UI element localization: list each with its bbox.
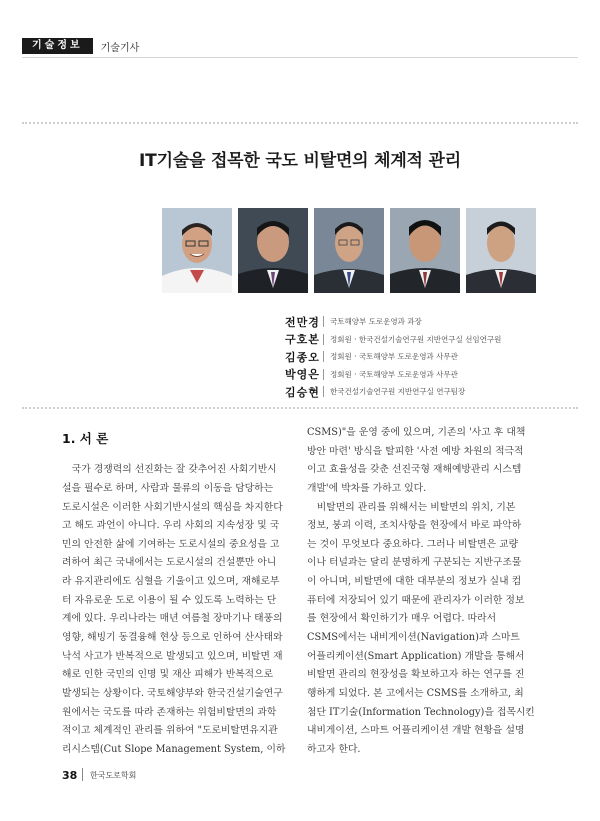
author-photo-3: [314, 208, 384, 293]
author-row: [285, 383, 501, 401]
body-text-line: 터 자유로운 도로 이용이 될 수 있도록 노력하는 단: [62, 594, 277, 606]
body-text-line: 도로시설은 이러한 사회기반시설의 핵심을 차지한다: [62, 501, 283, 513]
body-text-line: [62, 443, 298, 462]
body-text-line: 퓨터에 저장되어 있기 때문에 관리자가 이러한 정보: [307, 594, 525, 606]
author-separator: [323, 351, 324, 362]
body-text-line: 영향, 해빙기 동결융해 현상 등으로 인하여 산사태와: [62, 632, 283, 644]
body-text-line: 이나 터널과는 달리 분명하게 구분되는 지반구조물: [307, 557, 522, 569]
author-name: 김종오: [285, 350, 320, 364]
body-text-line: 첨단 IT기술(Information Technology)을 접목시킨: [307, 706, 535, 718]
section-header: [22, 38, 139, 54]
section-label: 기술정보: [22, 38, 93, 54]
header-rule: [22, 57, 578, 58]
body-text-line: 방안 마련' 방식을 탈피한 '사전 예방 차원의 적극적: [307, 445, 524, 457]
author-photo-5: [466, 208, 536, 293]
author-row: [285, 313, 501, 331]
body-text-line: 국가 경쟁력의 선진화는 잘 갖추어진 사회기반시: [62, 464, 277, 476]
body-text-line: [62, 424, 298, 443]
author-photo-2: [238, 208, 308, 293]
dotted-divider-bottom: [22, 407, 578, 409]
author-affiliation: 정회원 · 국토해양부 도로운영과 사무관: [330, 352, 458, 362]
body-text-line: 행하게 되었다. 본 고에서는 CSMS를 소개하고, 최: [307, 687, 524, 699]
author-separator: [323, 386, 324, 397]
author-photo-4: [390, 208, 460, 293]
body-text-line: 하고자 한다.: [307, 743, 361, 755]
body-text-line: 개발'에 박차를 가하고 있다.: [307, 482, 427, 494]
journal-name: 한국도로학회: [90, 771, 137, 780]
author-separator: [323, 369, 324, 380]
body-text-line: 를 현장에서 확인하기가 매우 어렵다. 따라서: [307, 613, 497, 625]
author-row: [285, 366, 501, 384]
body-text-line: 낙석 사고가 반복적으로 발생되고 있으며, 비탈면 재: [62, 650, 283, 662]
body-text-line: 이고 효율성을 갖춘 선진국형 재해예방관리 시스템: [307, 464, 522, 476]
footer-separator: [82, 768, 83, 781]
body-text-line: 설을 필수로 하며, 사람과 물류의 이동을 담당하는: [62, 482, 274, 494]
body-text-line: 계에 있다. 우리나라는 매년 여름철 장마기나 태풍의: [62, 613, 283, 625]
body-text-line: CSMS)"을 운영 중에 있으며, 기존의 '사고 후 대책: [307, 427, 526, 438]
author-name: 전만경: [285, 315, 320, 329]
body-text-line: 발생되는 상황이다. 국토해양부와 한국건설기술연구: [62, 687, 283, 699]
body-column-right: [307, 424, 545, 760]
body-text-line: 라 유지관리에도 심혈을 기울이고 있으며, 재해로부: [62, 576, 280, 588]
author-name: 박영은: [285, 368, 320, 382]
body-text-line: 어플리케이션(Smart Application) 개발을 통해서: [307, 650, 525, 662]
body-text-line: 비탈면의 관리를 위해서는 비탈면의 위치, 기본: [307, 501, 516, 513]
body-text-line: 적이고 체계적인 관리를 위하여 "도로비탈면유지관: [62, 725, 278, 737]
body-text-line: 려하여 최근 국내에서는 도로시설의 건설뿐만 아니: [62, 557, 277, 569]
author-row: [285, 348, 501, 366]
body-text-line: 이 아니며, 비탈면에 대한 대부분의 정보가 실내 컴: [307, 576, 522, 588]
body-text-line: 내비게이션, 스마트 어플리케이션 개발 현황을 설명: [307, 725, 525, 737]
body-text-line: 해로 인한 국민의 인명 및 재산 피해가 반복적으로: [62, 669, 274, 681]
body-text-line: 민의 안전한 삶에 기여하는 도로시설의 중요성을 고: [62, 538, 280, 550]
body-text-line: 는 것이 무엇보다 중요하다. 그러나 비탈면은 교량: [307, 538, 519, 550]
author-separator: [323, 334, 324, 345]
author-name: 김승현: [285, 385, 320, 399]
author-affiliation: 정회원 · 한국건설기술연구원 지반연구실 선임연구원: [330, 334, 502, 344]
section-heading: 1. 서 론: [62, 431, 109, 446]
body-text-line: 고 해도 과언이 아니다. 우리 사회의 지속성장 및 국: [62, 520, 280, 532]
author-separator: [323, 316, 324, 327]
body-column-left: [62, 424, 298, 760]
author-affiliation: 국토해양부 도로운영과 과장: [330, 317, 422, 327]
body-text-line: 비탈면 관리의 현장성을 확보하고자 하는 연구를 진: [307, 669, 525, 681]
article-title: IT기술을 접목한 국도 비탈면의 체계적 관리: [139, 151, 461, 171]
body-text-line: CSMS에서는 내비게이션(Navigation)과 스마트: [307, 632, 520, 644]
author-affiliation: 한국건설기술연구원 지반연구실 연구팀장: [330, 387, 466, 397]
author-name: 구호본: [285, 333, 320, 347]
body-text-line: 원에서는 국도를 따라 존재하는 위험비탈면의 과학: [62, 706, 277, 718]
author-list: [285, 313, 501, 401]
body-text-line: 정보, 붕괴 이력, 조치사항을 현장에서 바로 파악하: [307, 520, 522, 532]
author-photo-1: [162, 208, 232, 293]
subsection-label: 기술기사: [100, 42, 140, 54]
page-number: 38: [62, 769, 78, 782]
author-row: [285, 331, 501, 349]
dotted-divider-top: [22, 122, 578, 124]
author-affiliation: 정회원 · 국토해양부 도로운영과 사무관: [330, 369, 458, 379]
body-text-line: 리시스템(Cut Slope Management System, 이하: [62, 743, 286, 755]
